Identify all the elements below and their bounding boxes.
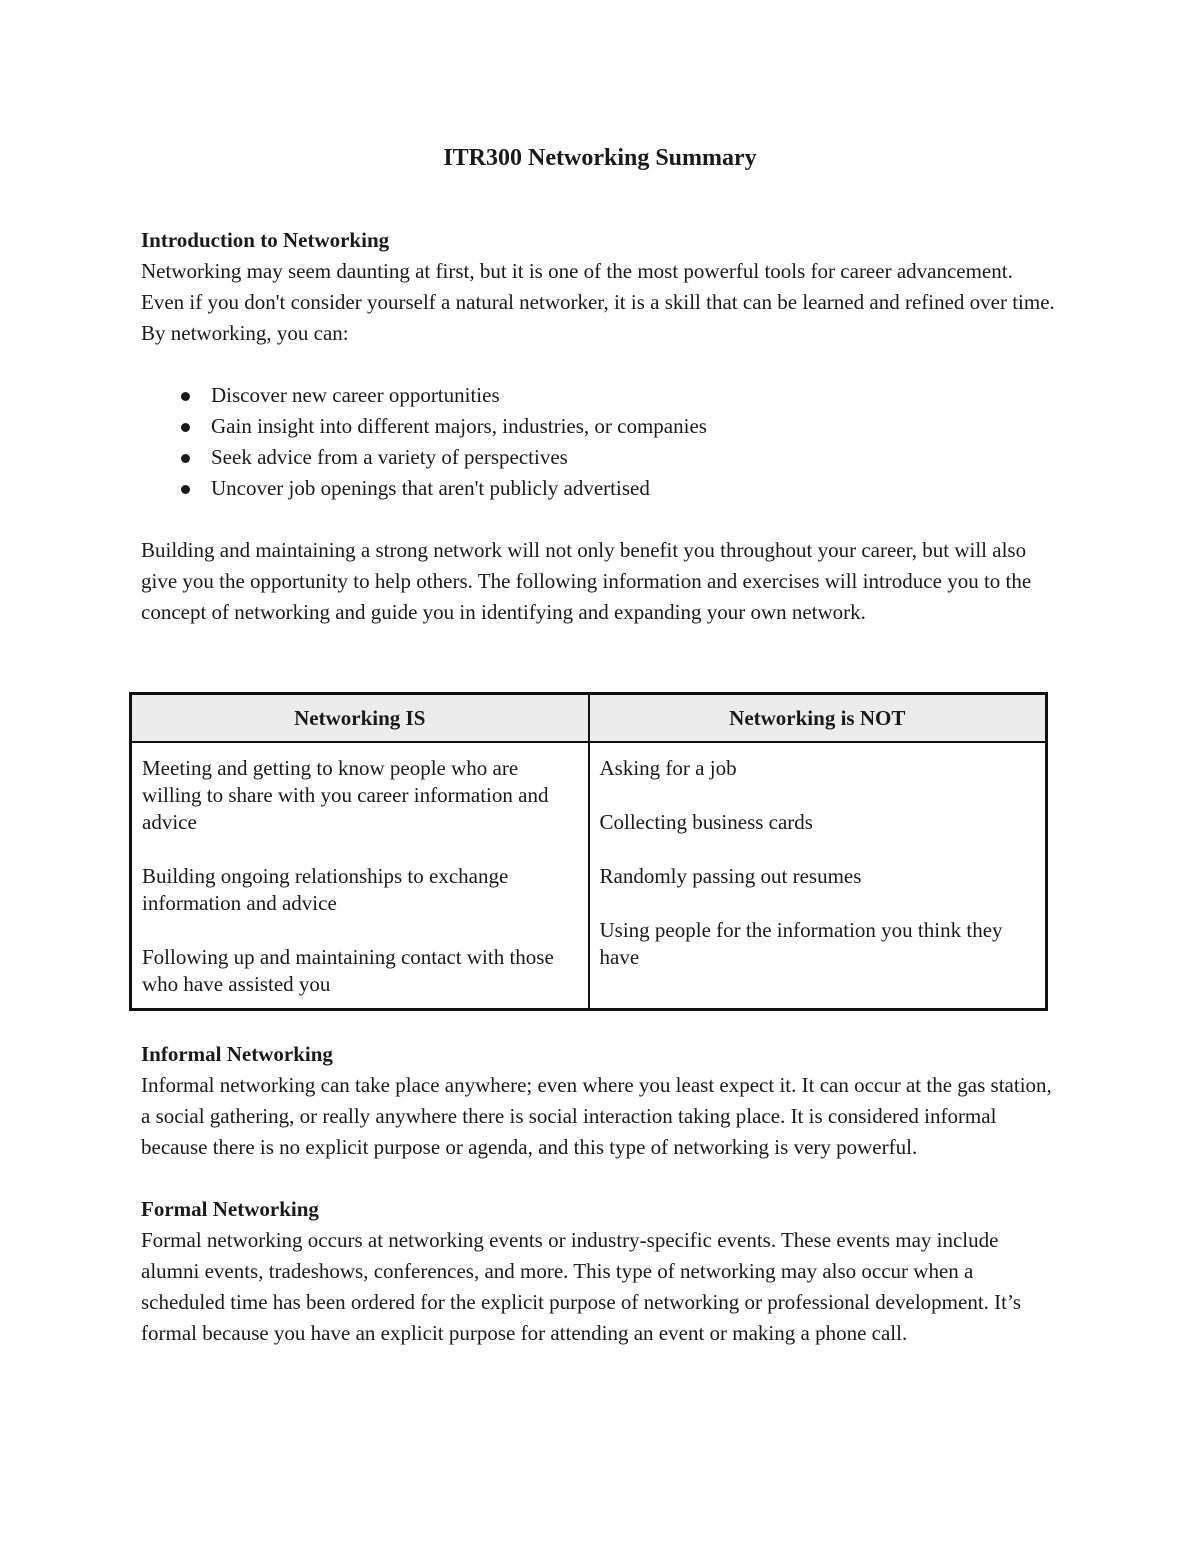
is-not-item: Randomly passing out resumes (599, 864, 862, 888)
intro-closing-paragraph: Building and maintaining a strong network will not only benefit you throughout your career, but will also give you the opportunity to help others. The following information and exercises will introduce you to the concept of networking and guide you in identifying and expanding your own network. (141, 538, 1032, 624)
section-spacer (141, 1163, 1061, 1194)
formal-paragraph: Formal networking occurs at networking events or industry-specific events. These events may include alumni events, tradeshows, conferences, and more. This type of networking may also occur when a scheduled time has been ordered for the explicit purpose of networking or professional development. It’s formal because you have an explicit purpose for attending an event or making a phone call. (141, 1228, 1021, 1345)
table-row (131, 742, 1047, 1010)
informal-paragraph: Informal networking can take place anywhere; even where you least expect it. It can occur at the gas station, a social gathering, or really anywhere there is social interaction taking place. It is considered informal because there is no explicit purpose or agenda, and this type of networking is very powerful. (141, 1073, 1052, 1159)
bullet-icon (181, 454, 190, 463)
networking-comparison-table (129, 692, 1048, 1011)
is-not-item: Using people for the information you think they have (599, 918, 1003, 969)
list-item-text: Uncover job openings that aren't publicly advertised (211, 476, 650, 500)
table-header-row (131, 694, 1047, 743)
list-item-text: Gain insight into different majors, industries, or companies (211, 414, 707, 438)
list-item-text: Seek advice from a variety of perspectives (211, 445, 568, 469)
bullet-icon (181, 485, 190, 494)
intro-heading: Introduction to Networking (141, 228, 390, 252)
is-not-item: Asking for a job (599, 756, 737, 780)
list-item (141, 411, 1061, 442)
list-item-text: Discover new career opportunities (211, 383, 500, 407)
list-item (141, 380, 1061, 411)
bullet-icon (181, 423, 190, 432)
is-item: Meeting and getting to know people who are willing to share with you career information and advice (142, 756, 549, 834)
benefits-list (141, 380, 1061, 504)
is-item: Building ongoing relationships to exchange information and advice (142, 864, 509, 915)
page-title: ITR300 Networking Summary (443, 145, 757, 171)
networking-types-section (141, 1039, 1061, 1349)
is-item: Following up and maintaining contact with those who have assisted you (142, 945, 554, 996)
header-networking-is-not: Networking is NOT (589, 694, 1047, 743)
networking-is-not-cell (589, 742, 1047, 1010)
list-item (141, 473, 1061, 504)
is-not-item: Collecting business cards (599, 810, 813, 834)
formal-heading: Formal Networking (141, 1197, 319, 1221)
intro-paragraph: Networking may seem daunting at first, but it is one of the most powerful tools for career advancement. Even if you don't consider yourself a natural networker, it is a skill that can be learned and refined over time. By networking, you can: (141, 259, 1055, 345)
networking-is-cell (131, 742, 589, 1010)
list-item (141, 442, 1061, 473)
informal-heading: Informal Networking (141, 1042, 333, 1066)
header-networking-is: Networking IS (131, 694, 589, 743)
bullet-icon (181, 392, 190, 401)
intro-section (141, 225, 1061, 628)
